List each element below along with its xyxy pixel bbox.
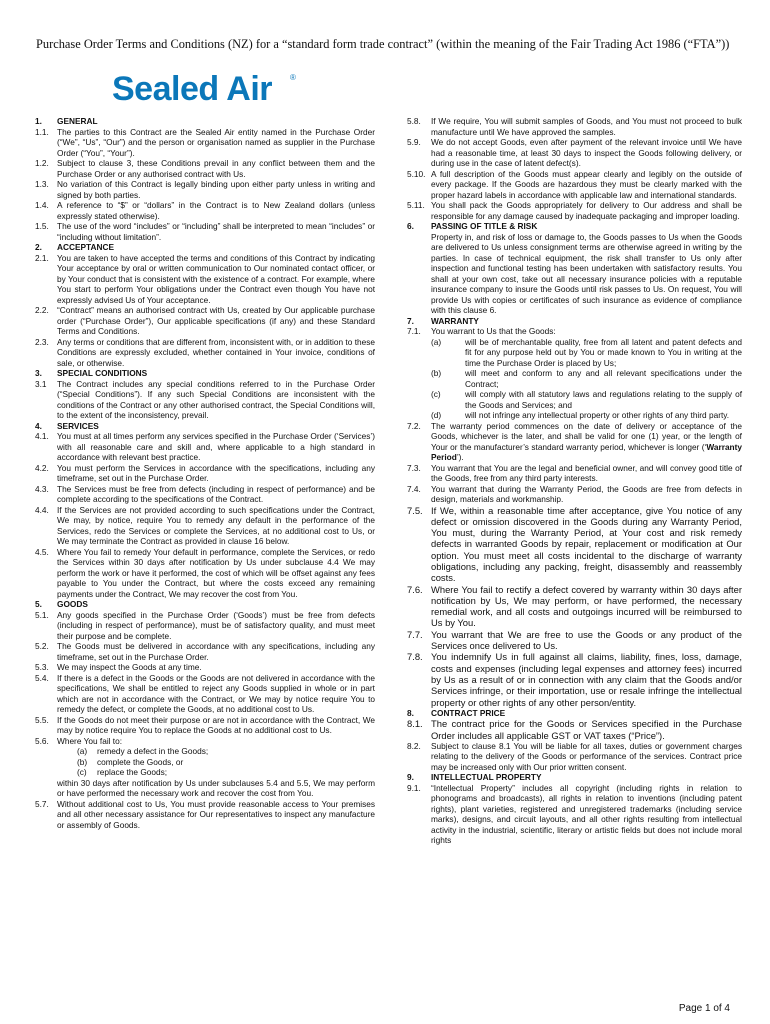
document-title: Purchase Order Terms and Conditions (NZ) for a “standard form trade contract” (within the meaning of the Fair Trading Act 1986 (“FTA”))	[36, 37, 730, 51]
clause-text: The Goods must be delivered in accordance with any specifications, including any timeframe, set out in the Purchase Order.	[57, 641, 375, 662]
clause-paragraph: Property in, and risk of loss or damage to, the Goods passes to Us when the Goods are delivered to Us unless consignment terms are otherwise agreed in writing by the parties. In case of technical equipment, the risk shall transfer to Us only after inspection and functional testing has been undertaken with satisfactory results. You shall at your own cost, take out all necessary insurance policies with a reputable insurance company to insure the Goods until risk passes to Us. On request, You will provide Us with copies or certificates of such insurance as evidence of compliance with this clause 6.	[431, 231, 742, 315]
clause	[407, 484, 742, 505]
clause-number: 1.3.	[35, 179, 49, 189]
section-heading	[35, 116, 375, 127]
clause-text: No variation of this Contract is legally binding upon either party unless in writing and signed by both parties.	[57, 179, 375, 200]
section-number: 3.	[35, 368, 42, 378]
subclause	[407, 337, 742, 369]
clause-number: 3.1	[35, 378, 47, 389]
clause-number: 5.1.	[35, 609, 49, 620]
subclause-number: (c)	[431, 389, 441, 399]
clause	[407, 137, 742, 169]
clause-text: You shall pack the Goods appropriately for delivery to Our address and shall be responsible for any damage caused by inadequate packaging and improper loading.	[431, 200, 742, 221]
subclause	[407, 368, 742, 389]
section-number: 4.	[35, 420, 42, 431]
subclause	[35, 757, 375, 768]
clause-text: If We, within a reasonable time after acceptance, give You notice of any defect or omission discovered in the Goods during any Warranty Period, You must, during the Warranty Period, at Your cost and risk remedy defects in warranted Goods by repair, replacement or modification at Our option. You must meet all costs incidental to the discharge of warranty obligations, including any packing, freight, disassembly and reassembly costs.	[431, 504, 742, 584]
clause-number: 4.3.	[35, 483, 49, 494]
logo-graphic	[112, 68, 302, 108]
clause	[407, 463, 742, 484]
clause	[407, 741, 742, 773]
clause-text: The Contract includes any special conditions referred to in the Purchase Order (“Special Conditions”). If any such Special Conditions are inconsistent with the conditions of the Contract or any other authorised contract, the Special Conditions will, to the extent of the inconsistency, prevail.	[57, 378, 375, 420]
section-number: 5.	[35, 599, 42, 609]
subclause-text: will meet and conform to any and all relevant specifications under the Contract;	[465, 368, 742, 389]
right-column	[407, 116, 742, 846]
subclause-number: (d)	[431, 410, 442, 420]
section-title: GOODS	[57, 599, 88, 609]
clause-number: 5.8.	[407, 116, 421, 126]
clause-text: Where You fail to rectify a defect covered by warranty within 30 days after notification by Us, We may perform, or have performed, the necessary remedial work, and all costs and outgoings incurred will be reimbursed to Us by You.	[431, 583, 742, 629]
section-heading	[407, 221, 742, 232]
section-title: ACCEPTANCE	[57, 242, 115, 252]
clause	[35, 662, 375, 673]
clause-number: 9.1.	[407, 782, 421, 793]
clause-number: 5.7.	[35, 798, 49, 809]
subclause-number: (a)	[431, 336, 442, 347]
section-number: 9.	[407, 772, 414, 783]
clause-number: 1.2.	[35, 158, 49, 168]
clause-number: 5.10.	[407, 168, 426, 179]
clause	[407, 169, 742, 201]
clause-number: 4.1.	[35, 431, 49, 441]
clause-text: We do not accept Goods, even after payment of the relevant invoice until We have had a reasonable time, at least 30 days to inspect the Goods following delivery, or during use in the case of latent defect(s).	[431, 137, 742, 168]
subclause-number: (b)	[431, 368, 442, 378]
section-heading	[407, 708, 742, 719]
clause	[35, 641, 375, 662]
clause	[407, 505, 742, 584]
clause-number: 5.3.	[35, 662, 49, 672]
clause-number: 2.3.	[35, 336, 49, 347]
section-number: 7.	[407, 315, 414, 326]
clause-number: 1.1.	[35, 126, 49, 137]
clause-text: The Services must be free from defects (including in respect of performance) and be complete according to the specifications of the Contract.	[57, 483, 375, 504]
logo-text: Sealed Air	[112, 70, 273, 108]
subclause-text: will not infringe any intellectual property or other rights of any third party.	[465, 410, 730, 420]
clause-number: 5.2.	[35, 641, 49, 651]
clause	[407, 421, 742, 463]
clause-text: You must at all times perform any services specified in the Purchase Order (‘Services’) with all reasonable care and skill and, where applicable to a high standard in accordance with relevant best practice.	[57, 431, 375, 462]
section-number: 2.	[35, 242, 42, 252]
clause-number: 7.2.	[407, 420, 421, 431]
subclause	[35, 746, 375, 757]
subclause-number: (a)	[77, 746, 88, 756]
clause-text: We may inspect the Goods at any time.	[57, 662, 202, 672]
clause-text: “Contract” means an authorised contract with Us, created by Our applicable purchase order (“Purchase Order”), Our applicable specifications (if any) and these Standard Terms and Conditions.	[57, 305, 375, 336]
subclause-text: will be of merchantable quality, free from all latent and patent defects and fit for any purpose held out by You or made known to You in writing at the time the Purchase Order is placed by Us;	[465, 336, 742, 368]
section-number: 8.	[407, 707, 414, 718]
clause-number: 7.6.	[407, 583, 423, 595]
clause	[35, 736, 375, 747]
clause-number: 7.4.	[407, 483, 421, 494]
clause-number: 2.1.	[35, 252, 49, 263]
clause	[35, 484, 375, 505]
clause-number: 8.1.	[407, 718, 423, 730]
clause	[35, 799, 375, 831]
clause	[35, 305, 375, 337]
clause	[35, 610, 375, 642]
clause-text: The contract price for the Goods or Services specified in the Purchase Order includes all applicable GST or VAT taxes (“Price”).	[431, 718, 742, 741]
clause-continuation: within 30 days after notification by Us under subclauses 5.4 and 5.5, We may perform or have performed the necessary work and recover the cost from You.	[57, 777, 375, 798]
section-title: INTELLECTUAL PROPERTY	[431, 772, 542, 783]
clause	[35, 431, 375, 463]
section-number: 1.	[35, 116, 42, 126]
clause	[35, 337, 375, 369]
clause	[407, 651, 742, 707]
clause-text: You are taken to have accepted the terms and conditions of this Contract by indicating Your acceptance by oral or written communication to Our nominated contact officer, or by Your conduct that is consistent with the existence of a contract. For example, where You start to perform Your obligations under the Contract even though You have not expressly advised Us of Your acceptance.	[57, 252, 375, 305]
section-heading	[35, 421, 375, 432]
clause-text: Any terms or conditions that are different from, inconsistent with, or in addition to these Conditions are expressly excluded, whether contained in Your invoice, conditions of sale, or otherwise.	[57, 336, 375, 368]
clause	[35, 673, 375, 715]
clause-text	[431, 421, 742, 463]
section-heading	[35, 368, 375, 379]
section-title: PASSING OF TITLE & RISK	[431, 221, 538, 231]
clause-text: You warrant to Us that the Goods:	[431, 326, 556, 336]
clause	[35, 463, 375, 484]
clause-text: You must perform the Services in accordance with the specifications, including any timeframe, set out in the Purchase Order.	[57, 462, 375, 483]
section-title: SPECIAL CONDITIONS	[57, 368, 148, 378]
section-title: CONTRACT PRICE	[431, 707, 506, 718]
clause-text: Where You fail to remedy Your default in performance, complete the Services, or redo the Services within 30 days after notification by Us under subclause 4.4 We may perform the work or have it performed, the cost of which will be offset against any fees payable to You under the Contract, but where the costs exceed any remaining payments under the Contract, We may recover the cost from You.	[57, 546, 375, 599]
clause-number: 5.11.	[407, 200, 425, 210]
clause	[407, 326, 742, 337]
clause-number: 7.8.	[407, 651, 423, 663]
clause-text-part: The warranty period commences on the date of delivery or acceptance of the Goods, whichever is the later, and shall be valid for one (1) year, or the length of Your or the manufacturer’s standard warranty period, whichever is longer (‘	[431, 420, 742, 452]
subclause-text: replace the Goods;	[97, 767, 168, 777]
clause-text: You indemnify Us in full against all claims, liability, fines, loss, damage, costs and expenses (including legal expenses and attorney fees) incurred by Us as a result of or in connection with any claim that the Goods and/or Services infringe, or their importation, use or resale infringe the intellectual property or other rights of any other person/entity.	[431, 651, 742, 708]
subclause	[35, 767, 375, 778]
clause-number: 7.1.	[407, 326, 421, 336]
clause-text: You warrant that We are free to use the Goods or any product of the Services once delivered to Us.	[431, 628, 742, 652]
clause-number: 5.5.	[35, 714, 49, 725]
section-heading	[35, 599, 375, 610]
clause-text: You warrant that during the Warranty Period, the Goods are free from defects in design, materials and workmanship.	[431, 483, 742, 504]
left-column	[35, 116, 375, 830]
clause-text: “Intellectual Property” includes all copyright (including rights in relation to phonograms and broadcasts), all rights in relation to inventions (including patent rights), plant varieties, registered and unregistered trademarks (including service marks), designs, and circuit layouts, and all other rights resulting from intellectual activity in the industrial, scientific, literary or artistic fields but does not include moral rights	[431, 782, 742, 846]
clause-number: 4.4.	[35, 504, 49, 515]
clause-number: 4.2.	[35, 462, 49, 473]
clause	[35, 179, 375, 200]
clause-number: 4.5.	[35, 546, 49, 557]
clause	[407, 116, 742, 137]
clause-text: Where You fail to:	[57, 735, 123, 746]
clause-text: If the Services are not provided according to such specifications under the Contract, We may, by notice, require You to remedy any default in the performance of the Services, redo the Services or complete the Services, at no additional cost to Us, or We may terminate the Contract as provided in clause 16 below.	[57, 504, 375, 546]
clause	[35, 505, 375, 547]
clause-number: 5.6.	[35, 735, 49, 746]
subclause	[407, 389, 742, 410]
clause	[35, 200, 375, 221]
clause-number: 7.7.	[407, 628, 423, 640]
logo-registered-mark: ®	[290, 73, 296, 82]
clause-text: A full description of the Goods must appear clearly and legibly on the outside of every package. If the Goods are hazardous they must be clearly marked with the proper hazard labels in accordance with applicable law and international standards.	[431, 168, 742, 200]
clause-number: 8.2.	[407, 740, 421, 751]
clause-text-part: ’).	[456, 452, 464, 462]
clause	[407, 718, 742, 741]
clause-number: 1.4.	[35, 200, 49, 210]
subclause-text: complete the Goods, or	[97, 756, 184, 767]
clause	[407, 584, 742, 629]
clause	[407, 783, 742, 846]
clause-text: If there is a defect in the Goods or the Goods are not delivered in accordance with the specifications, We shall be entitled to reject any Goods supplied in whole or in part which are not in accordance with the Contract, or We may by notice require You to remedy the defect, or complete the Goods, at no additional cost to Us.	[57, 672, 375, 714]
clause-text: Subject to clause 3, these Conditions prevail in any conflict between them and the Purchase Order or any authorised contract with Us.	[57, 158, 375, 179]
section-heading	[407, 772, 742, 783]
clause-number: 2.2.	[35, 305, 49, 315]
section-title: SERVICES	[57, 420, 99, 431]
section-heading	[35, 242, 375, 253]
sealed-air-logo	[112, 68, 302, 108]
clause-text: You warrant that You are the legal and beneficial owner, and will convey good title of the Goods, free from any third party interests.	[431, 462, 742, 483]
clause-number: 7.3.	[407, 462, 421, 473]
clause-text: If We require, You will submit samples of Goods, and You must not proceed to bulk manufacture until We have approved the samples.	[431, 116, 742, 137]
section-title: GENERAL	[57, 116, 98, 126]
subclause-text: remedy a defect in the Goods;	[97, 746, 209, 756]
clause	[35, 715, 375, 736]
clause	[35, 379, 375, 421]
subclause	[407, 410, 742, 421]
clause-number: 5.9.	[407, 137, 421, 147]
clause	[407, 629, 742, 652]
clause-text: Any goods specified in the Purchase Order (‘Goods’) must be free from defects (including in respect of performance), must be of satisfactory quality, and must meet their purpose and be complete.	[57, 609, 375, 641]
clause	[407, 200, 742, 221]
clause	[35, 221, 375, 242]
clause	[35, 127, 375, 159]
clause	[35, 158, 375, 179]
clause-text: The use of the word “includes” or “including” shall be interpreted to mean “includes” or “including without limitation”.	[57, 221, 375, 242]
clause-text: Without additional cost to Us, You must provide reasonable access to Your premises and all other necessary assistance for Our representatives to inspect any manufacture or assembly of Goods.	[57, 798, 375, 830]
clause	[35, 253, 375, 306]
page-number: Page 1 of 4	[678, 1003, 730, 1014]
section-number: 6.	[407, 221, 414, 231]
clause-text: Subject to clause 8.1 You will be liable for all taxes, duties or government charges relating to the delivery of the Goods or performance of the services. Contract price may be increased only with Our prior written consent.	[431, 740, 742, 772]
subclause-text: will comply with all statutory laws and regulations relating to the supply of the Goods and Services; and	[465, 389, 742, 410]
clause-text: A reference to “$” or “dollars” in the Contract is to New Zealand dollars (unless expressly stated otherwise).	[57, 200, 375, 221]
clause-text: If the Goods do not meet their purpose or are not in accordance with the Contract, We may by notice require You to replace the Goods at no additional cost to Us.	[57, 714, 375, 735]
defined-term: Warranty Period	[431, 441, 742, 462]
subclause-number: (b)	[77, 756, 88, 767]
section-heading	[407, 316, 742, 327]
clause-number: 7.5.	[407, 504, 423, 516]
subclause-number: (c)	[77, 767, 87, 777]
clause-text: The parties to this Contract are the Sealed Air entity named in the Purchase Order (“We”, “Us”, “Our”) and the person or organisation named as supplier in the Purchase Order (“You”, “Your”).	[57, 126, 375, 158]
clause-number: 1.5.	[35, 221, 49, 231]
clause-number: 5.4.	[35, 672, 49, 683]
section-title: WARRANTY	[431, 315, 479, 326]
clause	[35, 547, 375, 600]
